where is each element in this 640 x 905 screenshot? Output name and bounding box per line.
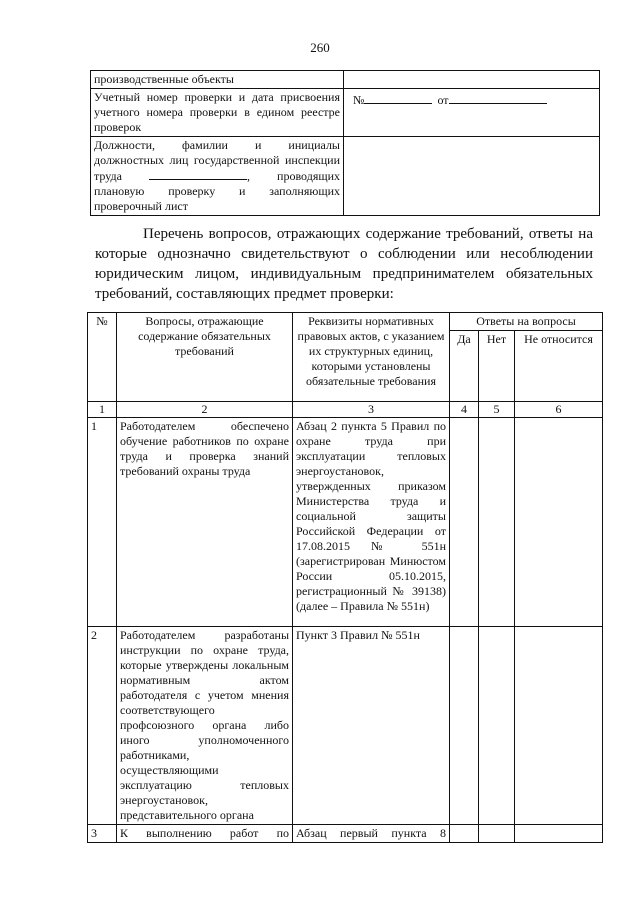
column-number: 6 xyxy=(515,402,603,418)
info-cell: Учетный номер проверки и дата присвоения учетного номера проверки в едином реестре проверок xyxy=(91,89,344,137)
column-number: 2 xyxy=(117,402,293,418)
info-value-cell xyxy=(344,89,600,137)
number-label: № xyxy=(353,93,365,107)
row-question: К выполнению работ по xyxy=(117,825,293,843)
answer-na-cell[interactable] xyxy=(515,627,603,825)
col-header-answers: Ответы на вопросы xyxy=(450,313,603,331)
answer-na-cell[interactable] xyxy=(515,418,603,627)
row-number: 3 xyxy=(88,825,117,843)
column-number: 1 xyxy=(88,402,117,418)
row-number: 2 xyxy=(88,627,117,825)
row-number: 1 xyxy=(88,418,117,627)
inspectors-label-cont: проводящих плановую проверку и заполняющих проверочный лист xyxy=(94,169,340,213)
col-header-num: № xyxy=(88,313,117,402)
row-requisites: Абзац первый пункта 8 xyxy=(293,825,450,843)
column-number: 5 xyxy=(479,402,515,418)
number-blank xyxy=(364,92,432,104)
answer-yes-cell[interactable] xyxy=(450,825,479,843)
info-value-cell xyxy=(344,71,600,89)
intro-paragraph: Перечень вопросов, отражающих содержание требований, ответы на которые однозначно свидетельствуют о соблюдении или несоблюдении юридическим лицом, индивидуальным предпринимателем обязательных требований, составляющих предмет проверки: xyxy=(95,226,593,302)
answer-no-cell[interactable] xyxy=(479,418,515,627)
page-number: 260 xyxy=(310,40,330,55)
checklist-table xyxy=(87,312,603,843)
col-header-na: Не относится xyxy=(515,331,603,402)
col-header-yes: Да xyxy=(450,331,479,402)
column-number-row xyxy=(88,402,603,418)
col-header-no: Нет xyxy=(479,331,515,402)
header-row xyxy=(88,313,603,331)
inspectors-blank xyxy=(149,168,247,180)
table-row xyxy=(91,89,600,137)
from-label: от xyxy=(437,93,449,107)
row-requisites: Пункт 3 Правил № 551н xyxy=(293,627,450,825)
column-number: 4 xyxy=(450,402,479,418)
comma: , xyxy=(246,169,250,183)
row-question: Работодателем обеспечено обучение работников по охране труда и проверка знаний требований охраны труда xyxy=(117,418,293,627)
table-row xyxy=(88,418,603,627)
row-question: Работодателем разработаны инструкции по охране труда, которые утверждены локальным нормативным актом работодателя с учетом мнения соответствующего профсоюзного органа либо иного уполномоченного работниками, осуществляющими эксплуатацию тепловых энергоустановок, представительного органа xyxy=(117,627,293,825)
row-requisites: Абзац 2 пункта 5 Правил по охране труда при эксплуатации тепловых энергоустановок, утвержденных приказом Министерства труда и социальной защиты Российской Федерации от 17.08.2015 № 551н (зарегистрирован Минюстом России 05.10.2015, регистрационный № 39138) (далее – Правила № 551н) xyxy=(293,418,450,627)
info-cell: производственные объекты xyxy=(91,71,344,89)
table-row xyxy=(91,71,600,89)
answer-yes-cell[interactable] xyxy=(450,418,479,627)
col-header-requisites: Реквизиты нормативных правовых актов, с указанием их структурных единиц, которыми установлены обязательные требования xyxy=(293,313,450,402)
col-header-questions: Вопросы, отражающие содержание обязательных требований xyxy=(117,313,293,402)
answer-yes-cell[interactable] xyxy=(450,627,479,825)
inspectors-label: Должности, фамилии и инициалы должностных лиц государственной инспекции труда xyxy=(94,138,340,183)
answer-no-cell[interactable] xyxy=(479,825,515,843)
table-row xyxy=(88,825,603,843)
column-number: 3 xyxy=(293,402,450,418)
answer-na-cell[interactable] xyxy=(515,825,603,843)
info-cell xyxy=(91,137,344,216)
answer-no-cell[interactable] xyxy=(479,627,515,825)
table-row xyxy=(88,627,603,825)
inspection-info-table xyxy=(90,70,600,216)
info-value-cell xyxy=(344,137,600,216)
date-blank xyxy=(449,92,547,104)
table-row xyxy=(91,137,600,216)
